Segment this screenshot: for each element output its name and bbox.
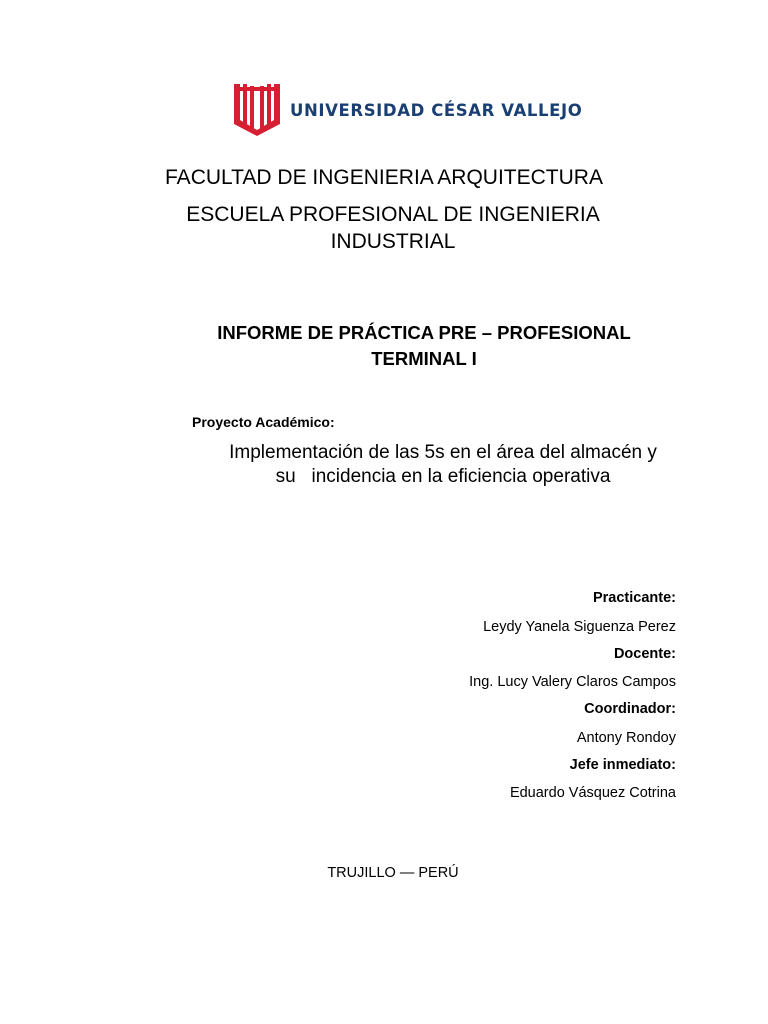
coordinador-name: Antony Rondoy: [576, 729, 676, 746]
project-label: Proyecto Académico:: [192, 414, 335, 430]
practicante-label: Practicante:: [592, 590, 676, 606]
university-name: UNIVERSIDAD CÉSAR VALLEJO: [290, 100, 583, 120]
jefe-name: Eduardo Vásquez Cotrina: [509, 785, 676, 801]
project-title-line-2: su incidencia en la eficiencia operativa: [275, 466, 611, 487]
location: TRUJILLO — PERÚ: [327, 865, 459, 881]
jefe-label: Jefe inmediato:: [569, 756, 676, 773]
university-logo: [234, 84, 582, 136]
credits-block: [469, 585, 676, 807]
practicante-name: Leydy Yanela Siguenza Perez: [483, 618, 676, 635]
school-name: ESCUELA PROFESIONAL DE INGENIERIA INDUSTRIAL: [186, 203, 600, 253]
university-shield-icon: [234, 84, 280, 136]
coordinador-label: Coordinador:: [584, 701, 676, 717]
report-title: INFORME DE PRÁCTICA PRE – PROFESIONAL TERMINAL I: [217, 322, 631, 369]
project-title-line-1: Implementación de las 5s en el área del almacén y: [229, 442, 657, 463]
docente-name: Ing. Lucy Valery Claros Campos: [469, 674, 676, 690]
project-title: [204, 441, 682, 489]
faculty-name: FACULTAD DE INGENIERIA ARQUITECTURA: [165, 166, 603, 189]
docente-label: Docente:: [613, 645, 676, 662]
